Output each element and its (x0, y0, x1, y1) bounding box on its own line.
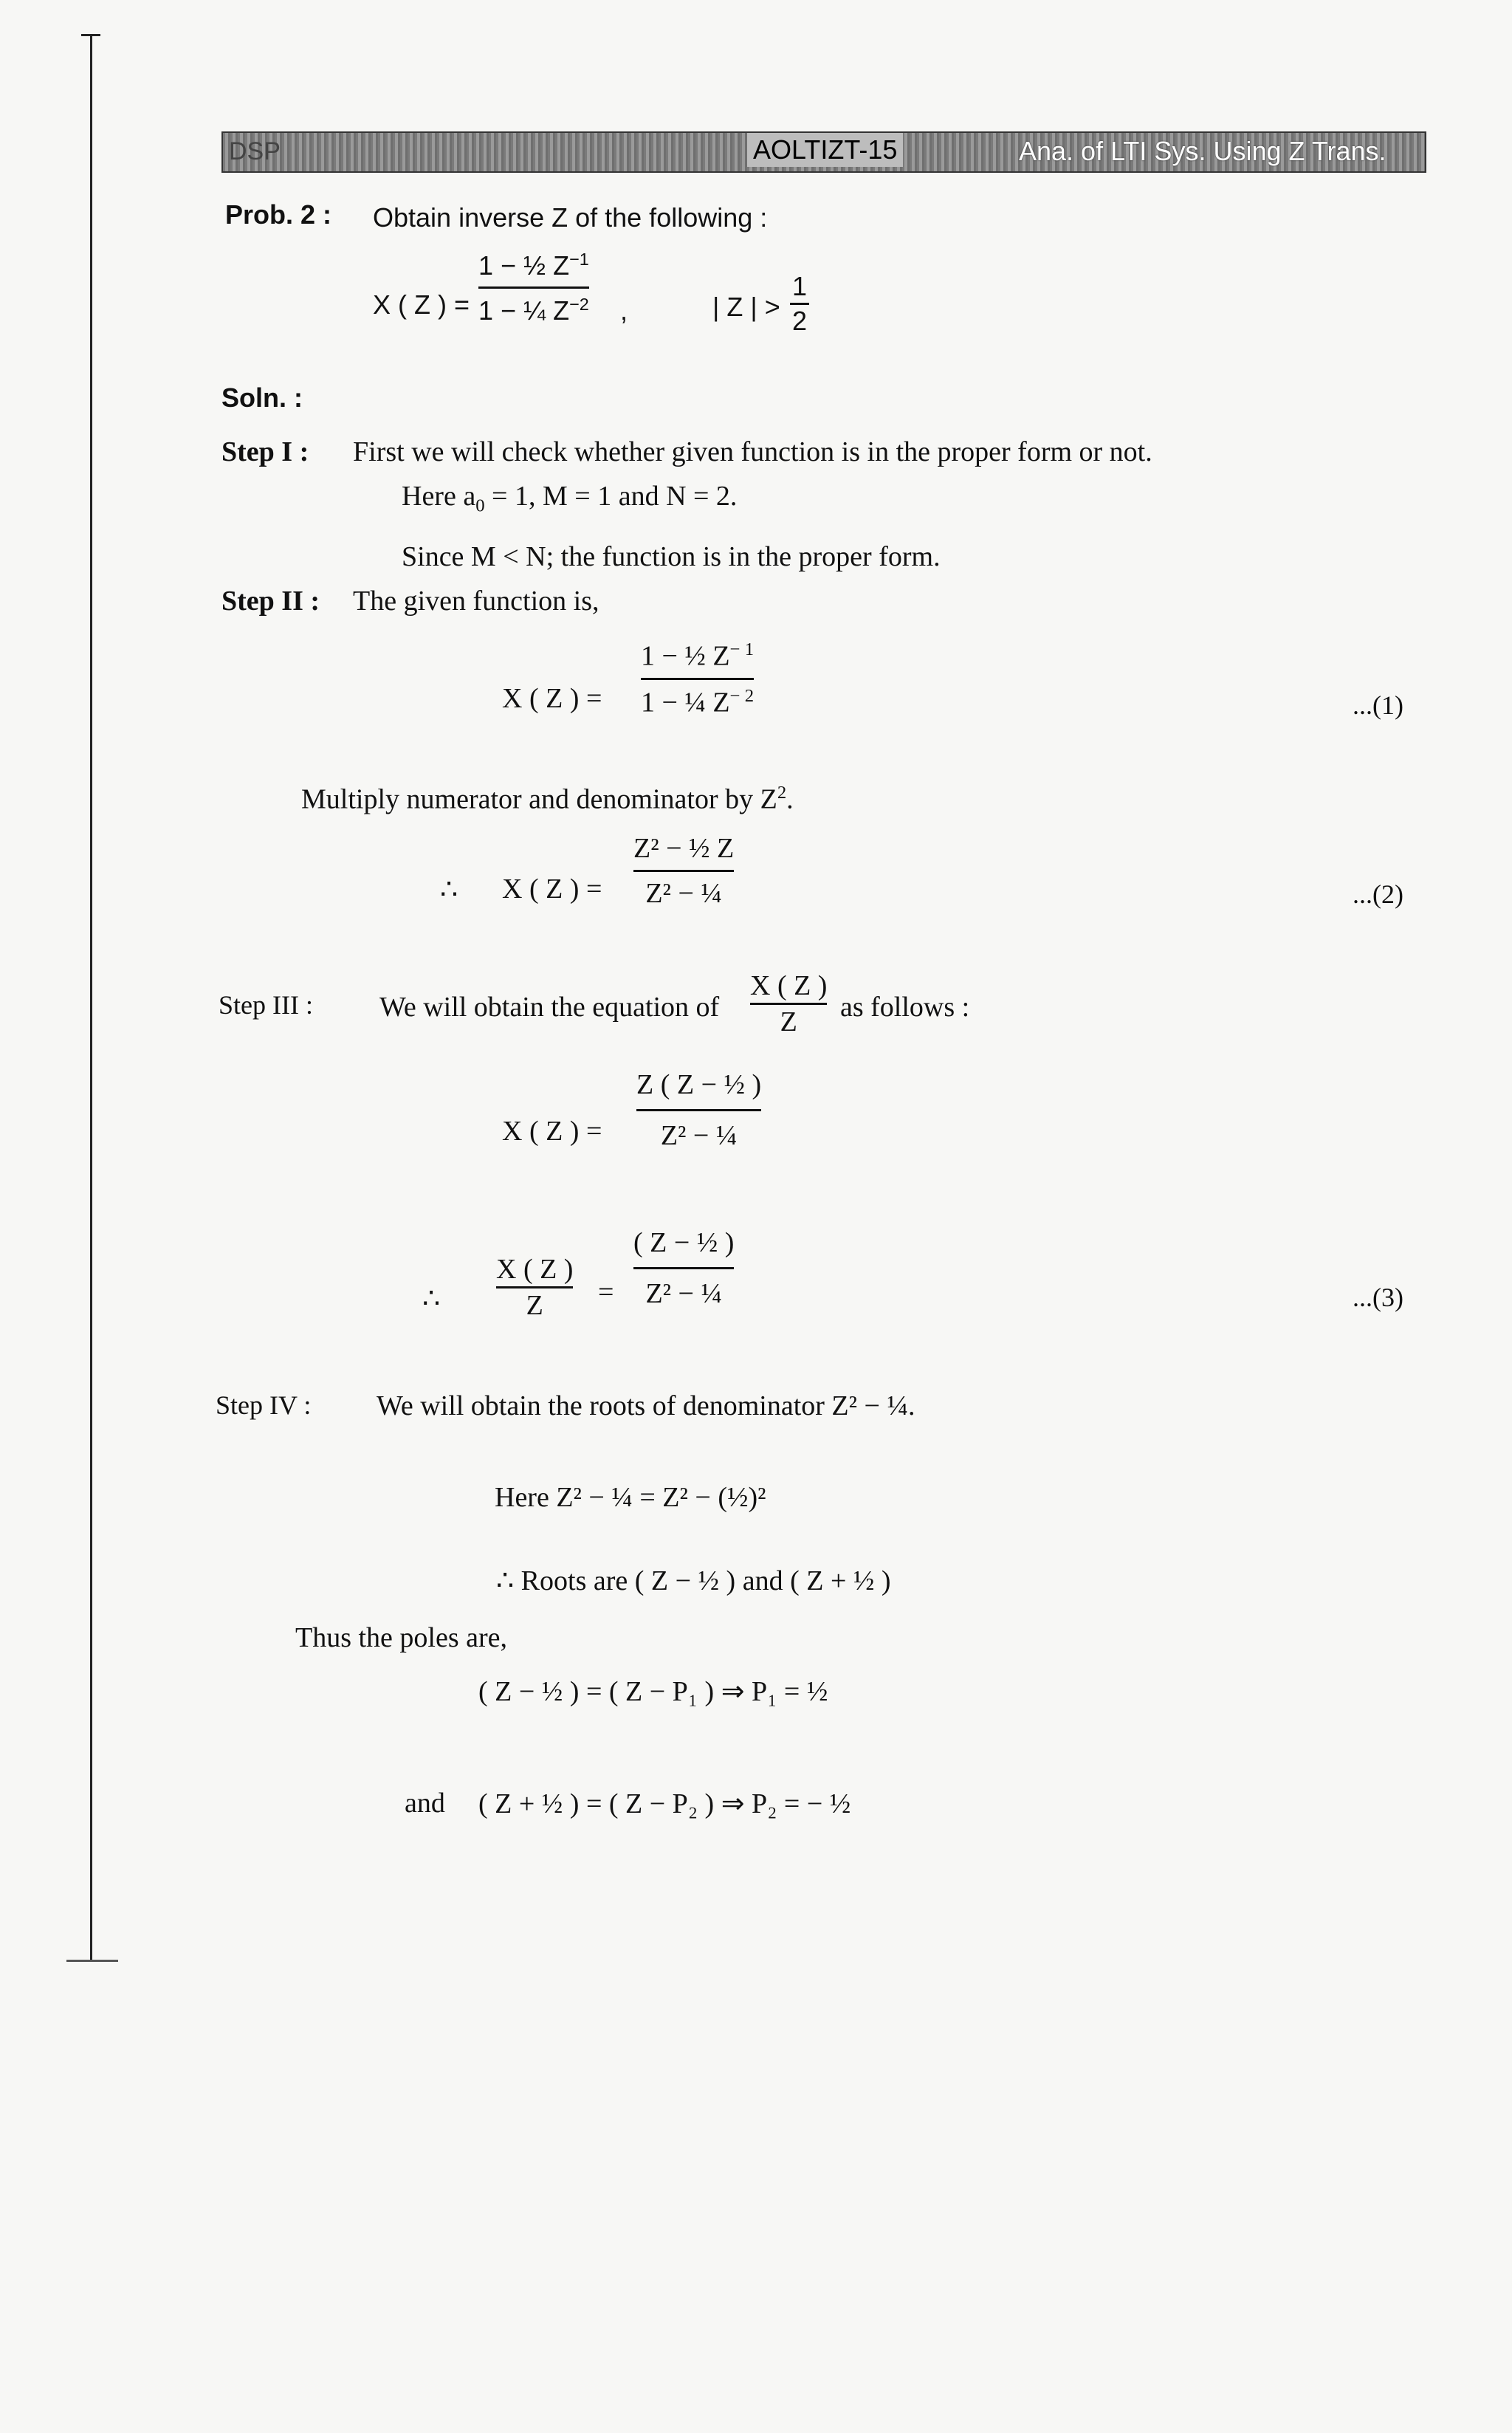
margin-rule-foot (66, 1960, 118, 1962)
inline-frac-denominator: Z (780, 1006, 797, 1037)
roc-denominator: 2 (791, 306, 808, 336)
and-text: and (405, 1788, 445, 1819)
fraction-bar (750, 1003, 827, 1005)
step1-label: Step I : (221, 436, 309, 467)
step2-numerator: 1 − ½ $Z^{- 1}$ (641, 639, 755, 672)
fraction-bar (641, 678, 754, 680)
step3-text-end: as follows : (840, 992, 970, 1023)
problem-label: Prob. 2 : (225, 199, 332, 230)
step3-lhs2-fraction (496, 1255, 573, 1320)
step2-fraction (641, 641, 754, 716)
problem-comma: , (620, 295, 628, 326)
inline-frac-numerator: X ( Z ) (750, 970, 828, 1001)
problem-statement: Obtain inverse Z of the following : (373, 202, 768, 233)
step2-text: The given function is, (353, 586, 599, 617)
step3-fraction2 (633, 1229, 734, 1308)
header-chapter-title: Ana. of LTI Sys. Using Z Trans. (1019, 136, 1386, 166)
step3-numerator: Z ( Z − ½ ) (636, 1069, 762, 1100)
roc-numerator: 1 (791, 271, 808, 301)
step4-here: Here Z² − ¼ = Z² − (½)² (495, 1482, 766, 1513)
step1-line3: Since M < N; the function is in the proper form. (402, 541, 941, 572)
step2-numerator2: Z² − ½ Z (633, 833, 735, 864)
therefore-symbol-2: ∴ (422, 1283, 441, 1314)
step2-lhs2: X ( Z ) = (502, 874, 602, 905)
equation-number-2: ...(2) (1353, 879, 1403, 909)
problem-fraction (478, 251, 589, 324)
step2-lhs: X ( Z ) = (502, 683, 602, 714)
problem-lhs: X ( Z ) = (373, 289, 470, 320)
equation-number-1: ...(1) (1353, 690, 1403, 720)
margin-rule-top (81, 34, 100, 36)
header-left-text: DSP (229, 137, 281, 165)
step4-label: Step IV : (216, 1390, 312, 1420)
step3-fraction (636, 1071, 761, 1150)
problem-fraction-numerator: 1 − ½ $Z^{-1}$ (478, 250, 589, 281)
roc-fraction (790, 273, 809, 334)
poles-intro: Thus the poles are, (295, 1622, 508, 1653)
therefore-symbol: ∴ (440, 874, 458, 905)
solution-label: Soln. : (221, 382, 303, 413)
lhs2-numerator: X ( Z ) (496, 1254, 574, 1285)
step3-numerator2: ( Z − ½ ) (633, 1227, 735, 1258)
fraction-bar (633, 1267, 734, 1269)
step4-roots: ∴ Roots are ( Z − ½ ) and ( Z + ½ ) (496, 1565, 891, 1596)
fraction-bar (496, 1286, 573, 1288)
equals-sign: = (598, 1277, 614, 1308)
fraction-bar (790, 303, 809, 305)
lhs2-denominator: Z (526, 1290, 543, 1321)
pole1-equation: ( Z − ½ ) = ( Z − P₁ ) ⇒ P₁ = ½ (478, 1676, 828, 1707)
step3-lhs: X ( Z ) = (502, 1116, 602, 1147)
step3-inline-fraction (750, 972, 827, 1036)
step3-label: Step III : (219, 990, 313, 1020)
step1-text: First we will check whether given function is in the proper form or not. (353, 436, 1152, 467)
equation-number-3: ...(3) (1353, 1283, 1403, 1312)
problem-fraction-denominator: 1 − ¼ $Z^{-2}$ (478, 295, 589, 326)
fraction-bar (478, 286, 589, 289)
problem-roc: | Z | > (712, 292, 780, 322)
fraction-bar (633, 870, 734, 872)
header-page-code: AOLTIZT-15 (747, 133, 903, 167)
multiply-text: Multiply numerator and denominator by $Z^2$. (301, 783, 794, 815)
pole2-equation: ( Z + ½ ) = ( Z − P₂ ) ⇒ P₂ = − ½ (478, 1788, 851, 1819)
step3-text: We will obtain the equation of (379, 992, 720, 1023)
step4-text: We will obtain the roots of denominator Z² − ¼. (377, 1390, 915, 1421)
margin-rule (90, 34, 92, 1961)
step2-denominator2: Z² − ¼ (645, 878, 722, 909)
fraction-bar (636, 1109, 761, 1111)
step3-denominator: Z² − ¼ (660, 1120, 738, 1151)
step2-label: Step II : (221, 586, 320, 617)
step2-denominator: 1 − ¼ $Z^{- 2}$ (641, 685, 755, 718)
step2-fraction2 (633, 834, 734, 907)
step1-line2: Here $a_0 = 1$, M = 1 and N = 2. (402, 481, 738, 516)
step3-denominator2: Z² − ¼ (645, 1278, 722, 1309)
